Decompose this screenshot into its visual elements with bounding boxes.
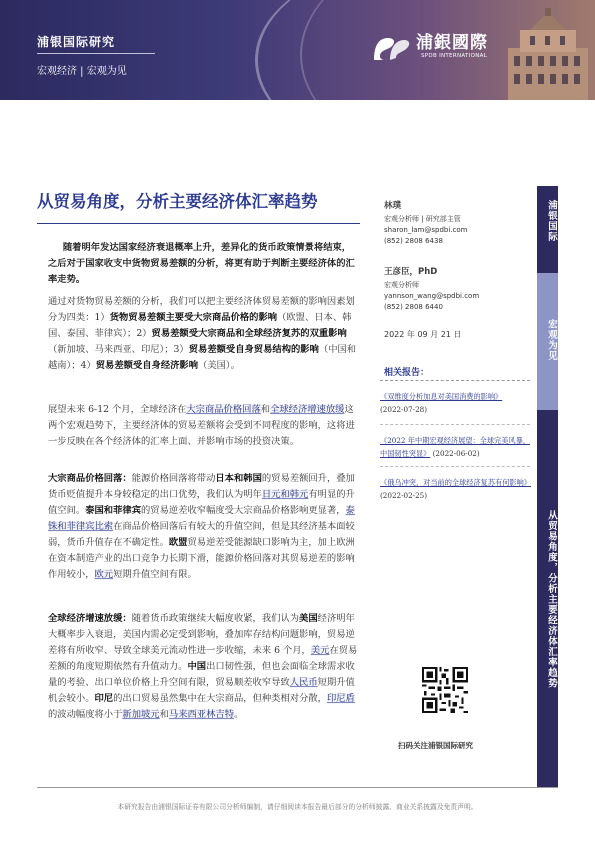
related-heading: 相关报告： [384, 368, 430, 378]
side-tab-series: 宏观为见 [537, 273, 558, 410]
qr-code-icon[interactable] [422, 667, 468, 713]
breadcrumb: 宏观经济 | 宏观为见 [37, 66, 127, 77]
analyst-phone: (852) 2808 6438 [384, 237, 443, 245]
divider [37, 787, 558, 788]
divider [380, 466, 530, 467]
side-tab-brand: 浦银国际 [537, 186, 558, 273]
analyst-role: 宏观分析师 | 研究部主管 [384, 215, 461, 223]
paragraph-outlook: 展望未来 6-12 个月，全球经济在大宗商品价格回落和全球经济增速放缓这两个宏观趋势下，主要经济体的贸易差额将会受到不同程度的影响，这将进一步反映在各个经济体的汇率上面、并影响市场的投资决策。 [48, 404, 355, 447]
related-report-date: (2022-02-25) [380, 491, 428, 500]
related-report-date: (2022-06-02) [432, 449, 480, 458]
analyst-card [384, 265, 534, 313]
related-report-title[interactable]: 《俄乌冲突，对当前的全球经济复苏有何影响》 [380, 478, 531, 487]
footer-disclaimer: 本研究报告由浦银国际证券有限公司分析师编制，请仔细阅读本报告最后部分的分析师披露、商业关系披露及免责声明。 [117, 803, 478, 811]
analyst-name: 林璞 [384, 201, 402, 211]
logo-text: 浦銀國際 [416, 33, 488, 53]
report-date: 2022 年 09 月 21 日 [384, 330, 462, 339]
side-tab-title: 从贸易角度，分析主要经济体汇率趋势 [537, 410, 558, 787]
related-report-item[interactable] [380, 434, 532, 460]
analyst-email[interactable]: yannson_wang@spdbi.com [384, 292, 480, 300]
analyst-phone: (852) 2808 6440 [384, 303, 443, 311]
org-name: 浦银国际研究 [37, 35, 116, 49]
divider [380, 424, 530, 425]
analyst-name: 王彦臣，PhD [384, 267, 438, 277]
building-image [500, 8, 595, 100]
related-report-item[interactable] [380, 476, 532, 502]
paragraph-commodity: 大宗商品价格回落：能源价格回落将带动日本和韩国的贸易差额回升，叠加货币贬值提升本身较稳定的出口优势，我们认为明年日元和韩元有明显的升值空间。泰国和菲律宾的贸易逆差收窄幅度受大宗商品价格影响更显著，泰铢和菲律宾比索在商品价格回落后有较大的升值空间，但是其经济基本面较弱，货币升值存在不确定性。欧盟贸易逆差受能源缺口影响为主，加上欧洲在资本制造产业的出口竞争力长期下滑，能源价格回落对其贸易逆差的影响作用较小，欧元短期升值空间有限。 [48, 473, 355, 580]
divider [380, 380, 530, 382]
header-banner [0, 0, 595, 100]
related-report-title[interactable]: 《2022 年中期宏观经济展望：全球完美风暴，中国韧性突显》 [380, 436, 530, 458]
analyst-role: 宏观分析师 [384, 281, 419, 289]
analyst-email[interactable]: sharon_lam@spdbi.com [384, 226, 468, 234]
page-title: 从贸易角度，分析主要经济体汇率趋势 [37, 192, 318, 211]
related-report-title[interactable]: 《双维度分析加息对美国消费的影响》 [380, 392, 503, 401]
analyst-card [384, 199, 534, 247]
paragraph-factors: 通过对货物贸易差额的分析，我们可以把主要经济体贸易差额的影响因素划分为四类：1）货物贸易差额主要受大宗商品价格的影响（欧盟、日本、韩国、泰国、菲律宾）；2）贸易差额受大宗商品和全球经济复苏的双重影响（新加坡、马来西亚、印尼）；3）贸易差额受自身贸易结构的影响（中国和越南）；4）贸易差额受自身经济影响（美国）。 [48, 296, 357, 371]
divider [37, 53, 155, 54]
related-report-date: (2022-07-28) [380, 405, 428, 414]
divider [37, 223, 360, 224]
qr-caption: 扫码关注浦银国际研究 [398, 741, 473, 750]
paragraph-slowdown: 全球经济增速放缓：随着货币政策继续大幅度收紧，我们认为美国经济明年大概率步入衰退，美国内需必定受到影响，叠加库存结构问题影响，贸易逆差将有所收窄、导致全球美元流动性进一步收缩，未来 6 个月，美元在贸易差额的角度短期依然有升值动力。中国出口韧性强，但也会面临全球需求收量的考验、出口单位价格上升空间有限，贸易顺差收窄导致人民币短期升值机会较小。印尼的出口贸易虽然集中在大宗商品，但种类相对分散，印尼盾的波动幅度将小于新加坡元和马来西亚林吉特。 [48, 613, 358, 720]
spdb-logo-icon [370, 34, 412, 62]
related-report-item[interactable] [380, 390, 532, 416]
abstract: 随着明年发达国家经济衰退概率上升，差异化的货币政策情景将结束，之后对于国家收支中货物贸易差额的分析，将更有助于判断主要经济体的汇率走势。 [48, 242, 355, 285]
logo-subtext: SPDB INTERNATIONAL [421, 53, 488, 59]
